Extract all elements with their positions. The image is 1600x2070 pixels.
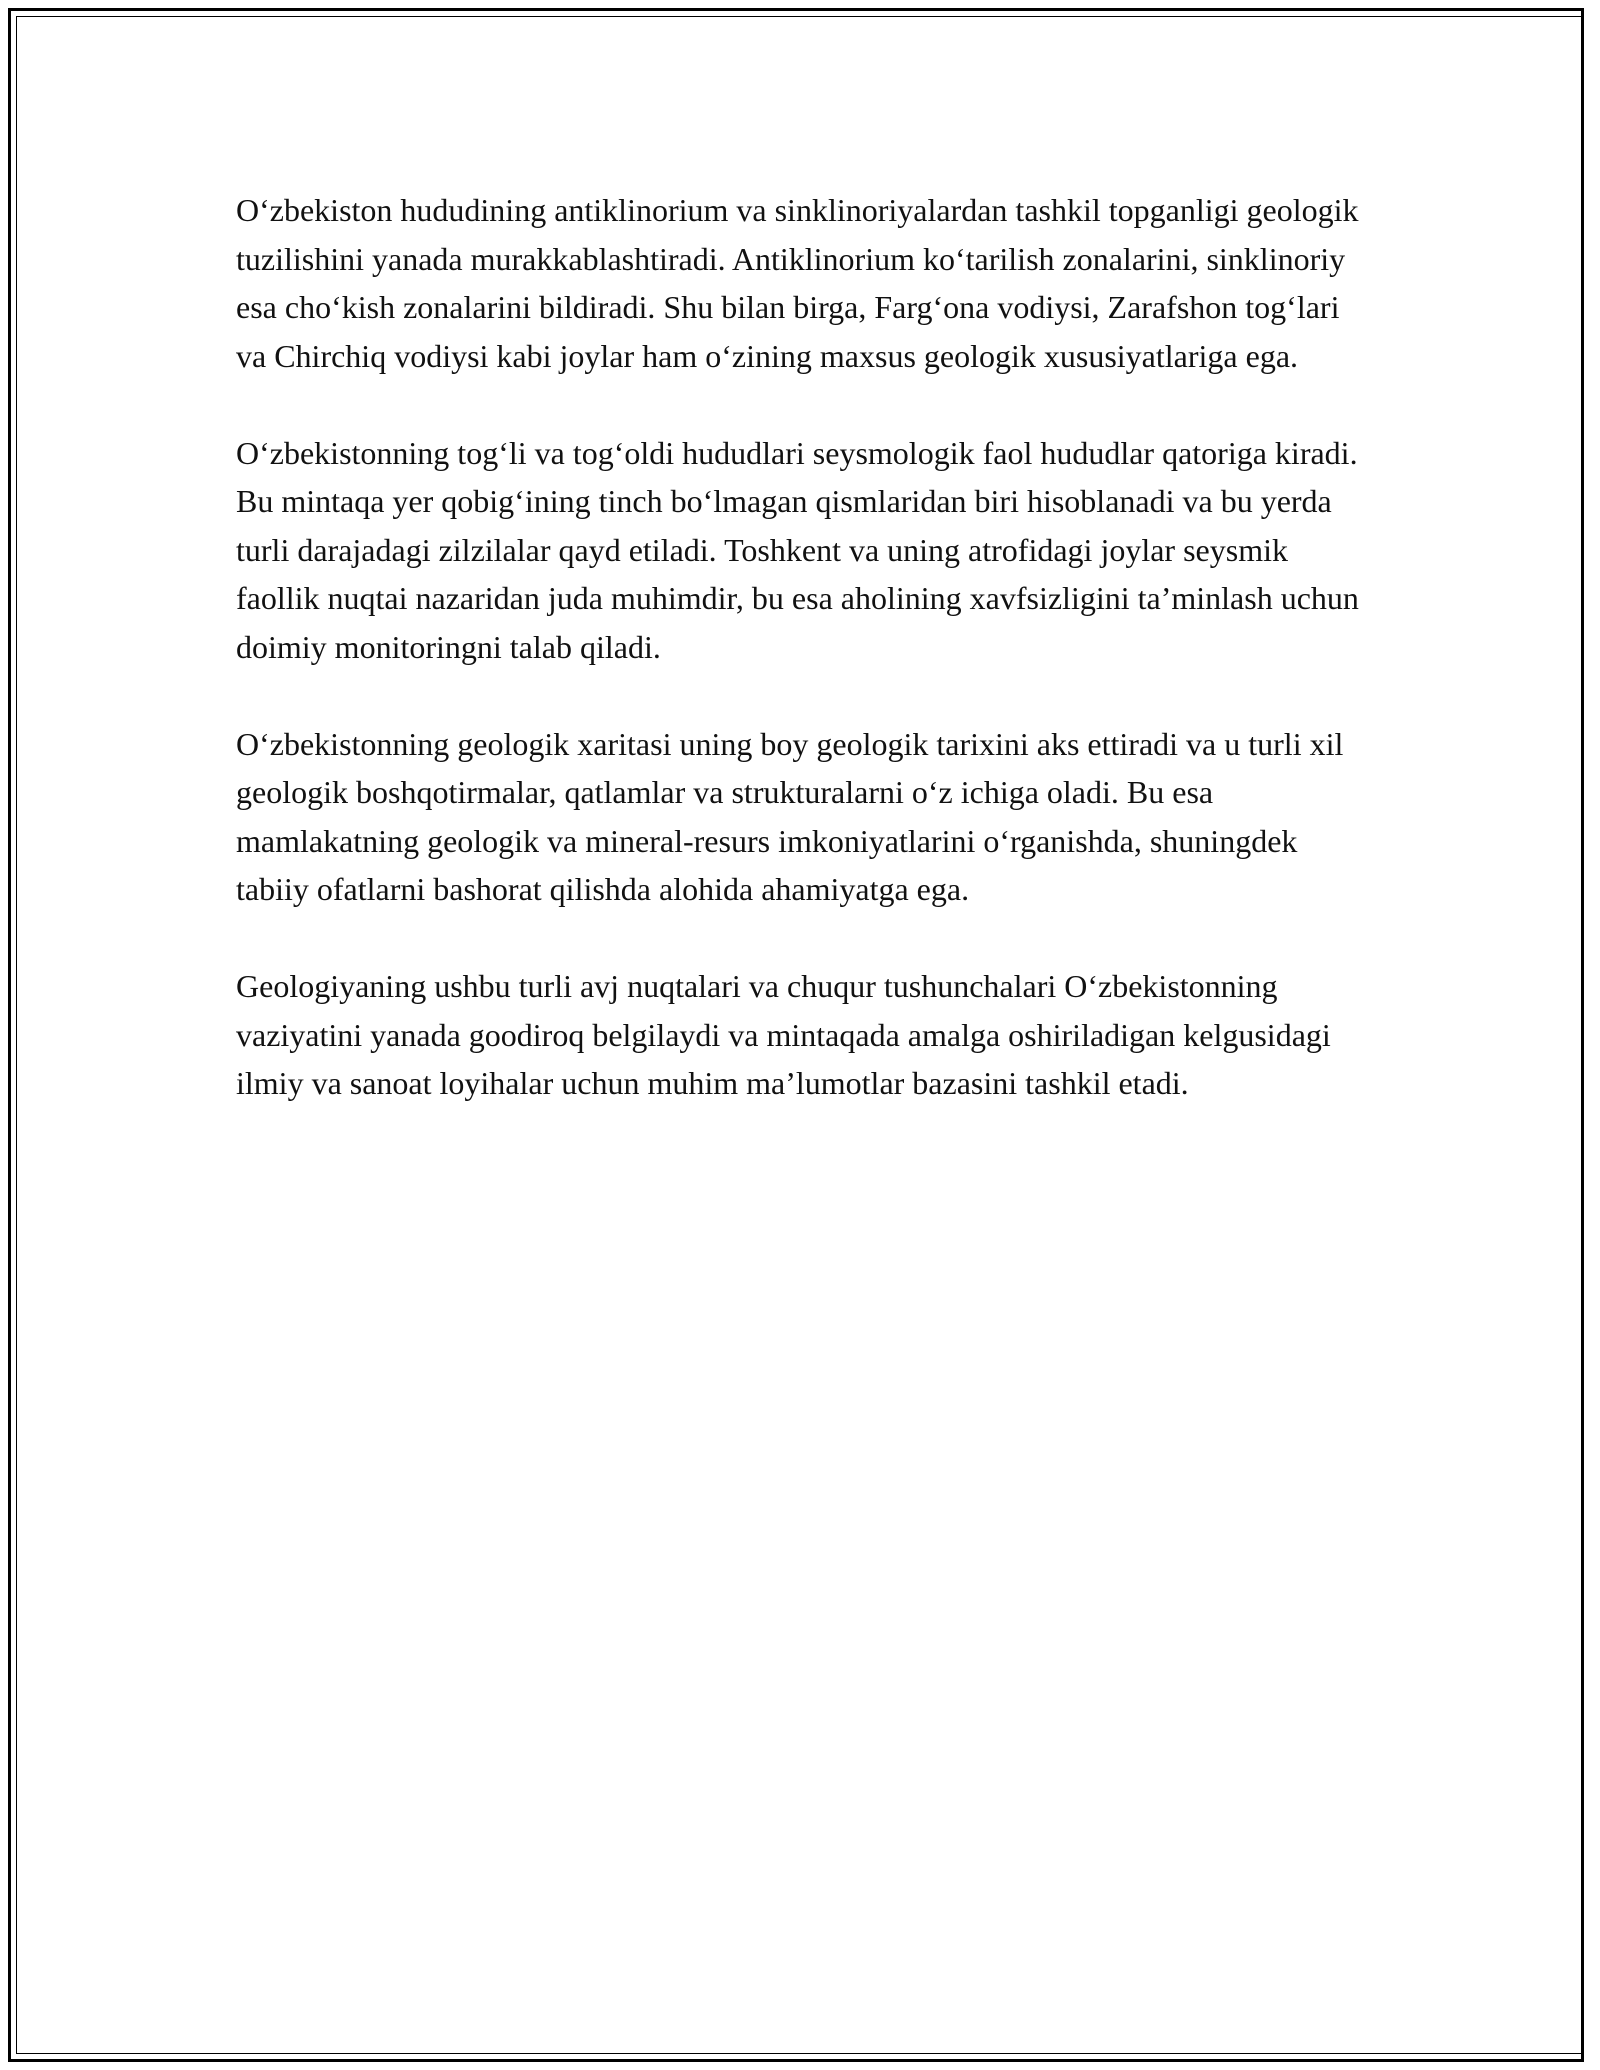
paragraph: O‘zbekistonning geologik xaritasi uning boy geologik tarixini aks ettiradi va u turli xil geologik boshqotirmalar, qatlamlar va strukturalarni o‘z ichiga oladi. Bu esa mamlakatning geologik va mineral-resurs imkoniyatlarini o‘rganishda, shuningdek tabiiy ofatlarni bashorat qilishda alohida ahamiyatga ega. bbox=[236, 725, 1344, 907]
paragraph: O‘zbekiston hududining antiklinorium va sinklinoriyalardan tashkil topganligi geologik tuzilishini yanada murakkablashtiradi. Antiklinorium ko‘tarilish zonalarini, sinklinoriy esa cho‘kish zonalarini bildiradi. Shu bilan birga, Farg‘ona vodiysi, Zarafshon tog‘lari va Chirchiq vodiysi kabi joylar ham o‘zining maxsus geologik xususiyatlariga ega. bbox=[236, 192, 1359, 374]
paragraph: O‘zbekistonning tog‘li va tog‘oldi hududlari seysmologik faol hududlar qatoriga kiradi. Bu mintaqa yer qobig‘ining tinch bo‘lmagan qismlaridan biri hisoblanadi va bu yerda turli darajadagi zilzilalar qayd etiladi. Toshkent va uning atrofidagi joylar seysmik faollik nuqtai nazaridan juda muhimdir, bu esa aholining xavfsizligini ta’minlash uchun doimiy monitoringni talab qiladi. bbox=[236, 434, 1359, 665]
document-body bbox=[236, 186, 1376, 1108]
paragraph: Geologiyaning ushbu turli avj nuqtalari va chuqur tushunchalari O‘zbekistonning vaziyatini yanada goodiroq belgilaydi va mintaqada amalga oshiriladigan kelgusidagi ilmiy va sanoat loyihalar uchun muhim ma’lumotlar bazasini tashkil etadi. bbox=[236, 968, 1331, 1101]
